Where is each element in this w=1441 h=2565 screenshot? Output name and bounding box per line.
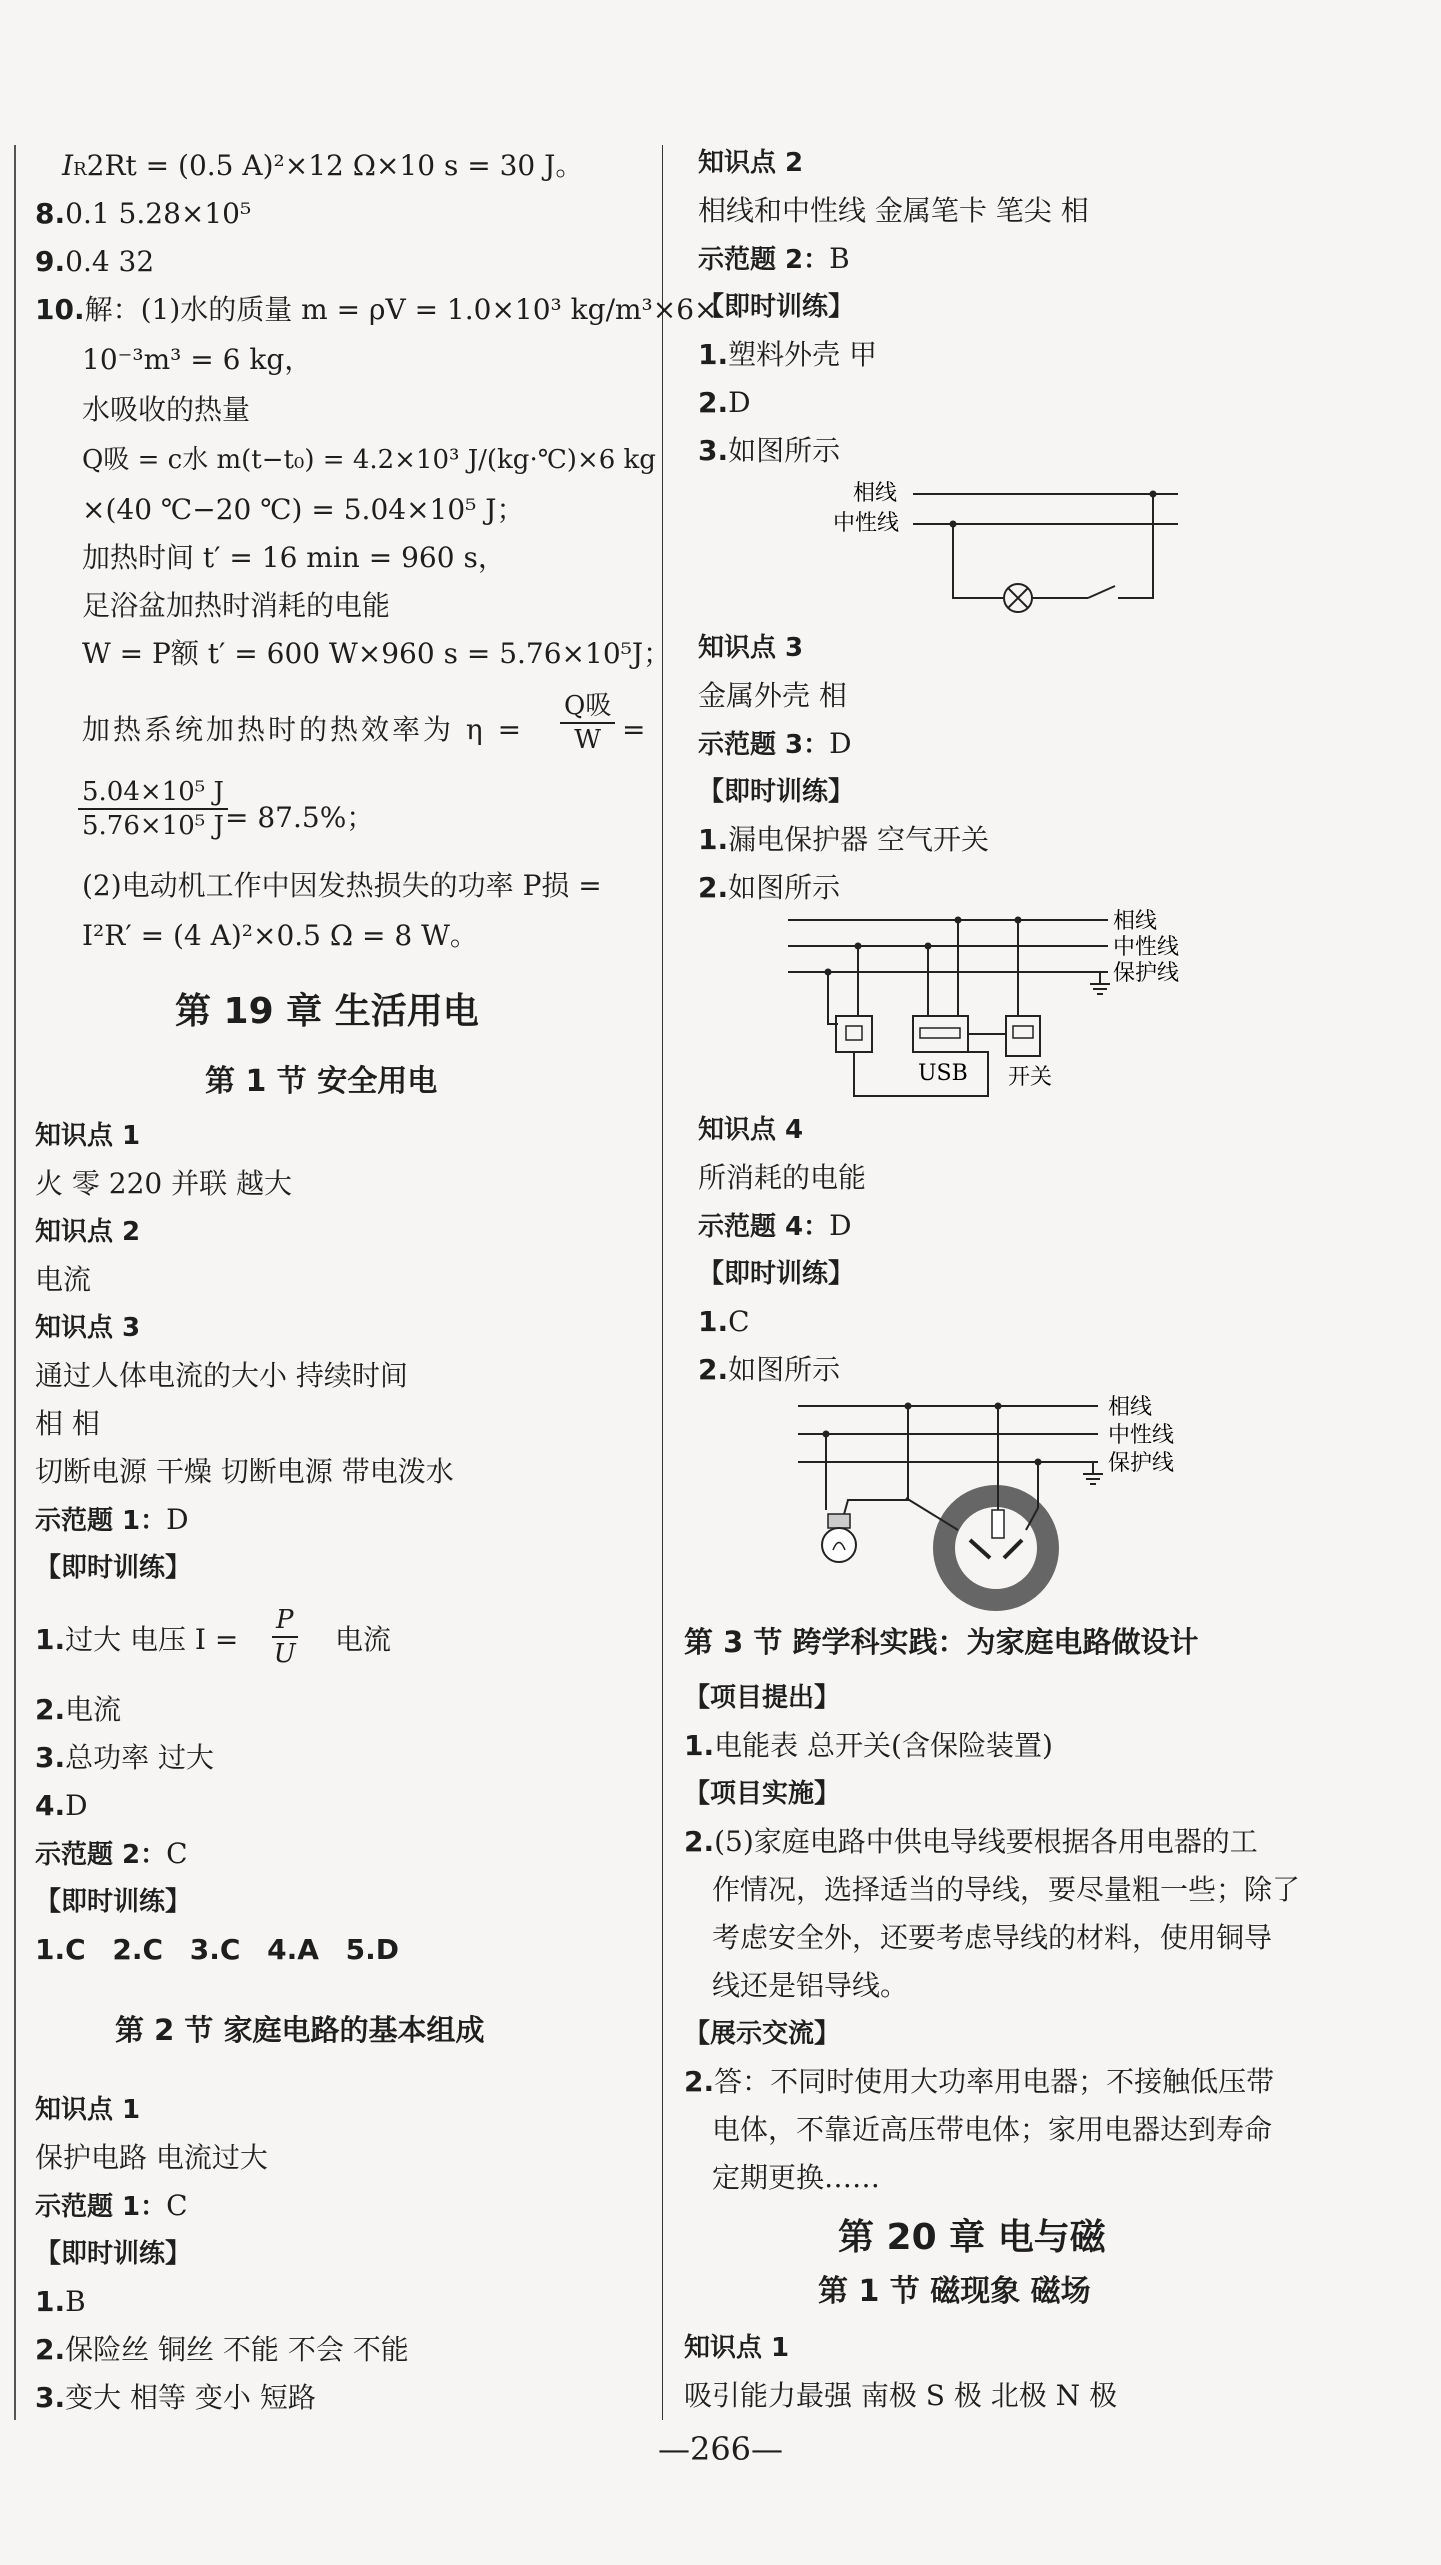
ground-wire-label: 保护线 xyxy=(1108,1451,1175,1476)
socket-icon xyxy=(836,1016,872,1052)
equals-sign: = xyxy=(622,713,646,746)
example-answer: 示范题 2：B xyxy=(698,242,850,275)
question-8: 8.0.1 5.28×10⁵ xyxy=(35,197,252,230)
example-answer: 示范题 1：D xyxy=(35,1503,189,1536)
drill-answer-1: 1.C xyxy=(698,1305,750,1338)
page-number: —266— xyxy=(657,2430,784,2468)
question-10-line: 加热系统加热时的热效率为 η = xyxy=(82,713,525,746)
knowledge-point-heading: 知识点 1 xyxy=(35,1121,141,1151)
drill-answer-2: 2.保险丝 铜丝 不能 不会 不能 xyxy=(35,2333,409,2366)
section-3-title: 第 3 节 跨学科实践：为家庭电路做设计 xyxy=(684,1625,1199,1659)
drill-answer-1: 1.B xyxy=(35,2285,86,2318)
usb-label: USB xyxy=(918,1061,968,1086)
project-answer-2-line: 考虑安全外，还要考虑导线的材料，使用铜导 xyxy=(712,1921,1273,1954)
drill-answer-1: 1.漏电保护器 空气开关 xyxy=(698,823,990,856)
project-heading: 【展示交流】 xyxy=(684,2019,841,2049)
answer-line: 金属外壳 相 xyxy=(698,679,847,712)
example-answer: 示范题 2：C xyxy=(35,1837,188,1870)
answer-line: 相 相 xyxy=(35,1407,100,1440)
drill-heading: 【即时训练】 xyxy=(35,1553,192,1583)
project-heading: 【项目提出】 xyxy=(684,1683,841,1713)
question-10-line: 水吸收的热量 xyxy=(82,393,251,426)
answer-line: 通过人体电流的大小 持续时间 xyxy=(35,1359,408,1392)
answer-line: 所消耗的电能 xyxy=(698,1161,867,1194)
answer-line: IR2Rt = (0.5 A)²×12 Ω×10 s = 30 J。 xyxy=(62,149,584,182)
switch-icon xyxy=(1006,1016,1040,1056)
live-wire-label: 相线 xyxy=(1108,1395,1153,1420)
exchange-answer-line: 定期更换…… xyxy=(712,2161,881,2194)
ground-wire-label: 保护线 xyxy=(1113,961,1180,986)
circuit-figure-socket-usb xyxy=(788,904,1218,1104)
exchange-answer-line: 电体，不靠近高压带电体；家用电器达到寿命 xyxy=(712,2113,1273,2146)
question-10-line: I²R′ = (4 A)²×0.5 Ω = 8 W。 xyxy=(82,919,478,952)
drill-heading: 【即时训练】 xyxy=(698,1259,855,1289)
knowledge-point-heading: 知识点 3 xyxy=(35,1313,141,1343)
example-answer: 示范题 4：D xyxy=(698,1209,852,1242)
question-10-line: ×(40 ℃−20 ℃) = 5.04×10⁵ J； xyxy=(82,493,525,526)
efficiency-value-fraction: $\frac{\text{5.04×10⁵ J}}{\text{5.76×10⁵ J}}$ xyxy=(78,776,228,842)
answer-line: 火 零 220 并联 越大 xyxy=(35,1167,293,1200)
answer-line: 吸引能力最强 南极 S 极 北极 N 极 xyxy=(684,2379,1118,2412)
question-10-line: (2)电动机工作中因发热损失的功率 P损 = xyxy=(82,869,602,902)
drill-answer-4: 4.D xyxy=(35,1789,88,1822)
drill-answer-3: 3.总功率 过大 xyxy=(35,1741,215,1774)
question-10-line: W = P额 t′ = 600 W×960 s = 5.76×10⁵J； xyxy=(82,637,672,670)
neutral-wire-label: 中性线 xyxy=(1108,1423,1175,1448)
drill-answer-2: 2.D xyxy=(698,386,751,419)
circuit-figure-lamp-switch xyxy=(833,478,1183,618)
live-wire-label: 相线 xyxy=(1113,909,1158,934)
project-answer-2-line: 作情况，选择适当的导线，要尽量粗一些；除了 xyxy=(712,1873,1301,1906)
neutral-wire-label: 中性线 xyxy=(833,511,900,536)
drill-answer-2: 2.如图所示 xyxy=(698,871,841,904)
switch-label: 开关 xyxy=(1008,1065,1053,1090)
knowledge-point-heading: 知识点 1 xyxy=(35,2095,141,2125)
question-10-line: 加热时间 t′ = 16 min = 960 s， xyxy=(82,541,506,574)
efficiency-fraction: Q吸 W xyxy=(560,690,615,756)
project-answer-1: 1.电能表 总开关(含保险装置) xyxy=(684,1729,1053,1762)
drill-answer-1: 1.过大 电压 I = xyxy=(35,1623,239,1656)
drill-answer-1-tail: 电流 xyxy=(335,1623,392,1656)
answer-line: 切断电源 干燥 切断电源 带电泼水 xyxy=(35,1455,454,1488)
answer-line: 电流 xyxy=(35,1263,92,1296)
question-9: 9.0.4 32 xyxy=(35,245,155,278)
section-20-1-title: 第 1 节 磁现象 磁场 xyxy=(818,2274,1091,2309)
knowledge-point-heading: 知识点 4 xyxy=(698,1115,804,1145)
knowledge-point-heading: 知识点 1 xyxy=(684,2333,790,2363)
drill-answer-2: 2.如图所示 xyxy=(698,1353,841,1386)
answer-line: 保护电路 电流过大 xyxy=(35,2141,268,2174)
left-margin-rule xyxy=(14,145,16,2420)
chapter-19-title: 第 19 章 生活用电 xyxy=(175,991,479,1032)
lamp-icon xyxy=(822,1528,856,1562)
project-answer-2: 2.(5)家庭电路中供电导线要根据各用电器的工 xyxy=(684,1825,1258,1858)
drill-heading: 【即时训练】 xyxy=(35,1887,192,1917)
project-answer-2-line: 线还是铝导线。 xyxy=(712,1969,909,2002)
live-wire-label: 相线 xyxy=(853,481,898,506)
drill-answer-1: 1.塑料外壳 甲 xyxy=(698,338,878,371)
knowledge-point-heading: 知识点 2 xyxy=(35,1217,141,1247)
example-answer: 示范题 3：D xyxy=(698,727,852,760)
circuit-figure-lamp-socket xyxy=(798,1390,1218,1610)
drill-answer-2: 2.电流 xyxy=(35,1693,122,1726)
exchange-answer: 2.答：不同时使用大功率用电器；不接触低压带 xyxy=(684,2065,1275,2098)
question-10-line: 足浴盆加热时消耗的电能 xyxy=(82,589,391,622)
switch-icon xyxy=(1088,586,1115,598)
example-answer: 示范题 1：C xyxy=(35,2189,188,2222)
answer-line: 相线和中性线 金属笔卡 笔尖 相 xyxy=(698,194,1089,227)
chapter-20-title: 第 20 章 电与磁 xyxy=(838,2217,1106,2258)
knowledge-point-heading: 知识点 3 xyxy=(698,633,804,663)
question-10: 10.解：(1)水的质量 m = ρV = 1.0×10³ kg/m³×6× xyxy=(35,293,718,326)
neutral-wire-label: 中性线 xyxy=(1113,935,1180,960)
section-1-title: 第 1 节 安全用电 xyxy=(205,1064,438,1099)
drill-heading: 【即时训练】 xyxy=(698,292,855,322)
column-divider xyxy=(662,145,663,2420)
power-fraction: $\frac{P}{U}$ xyxy=(273,1605,296,1669)
project-heading: 【项目实施】 xyxy=(684,1779,841,1809)
drill-heading: 【即时训练】 xyxy=(35,2239,192,2269)
question-10-line: 10⁻³m³ = 6 kg， xyxy=(82,343,313,376)
drill-answer-3: 3.变大 相等 变小 短路 xyxy=(35,2381,316,2414)
drill-answer-3: 3.如图所示 xyxy=(698,434,841,467)
section-2-title: 第 2 节 家庭电路的基本组成 xyxy=(115,2013,485,2047)
efficiency-result: = 87.5%； xyxy=(225,801,375,834)
drill-answer-list: 1.C 2.C 3.C 4.A 5.D xyxy=(35,1933,399,1966)
drill-heading: 【即时训练】 xyxy=(698,777,855,807)
knowledge-point-heading: 知识点 2 xyxy=(698,148,804,178)
question-10-line: Q吸 = c水 m(t−t₀) = 4.2×10³ J/(kg·℃)×6 kg xyxy=(82,445,656,475)
